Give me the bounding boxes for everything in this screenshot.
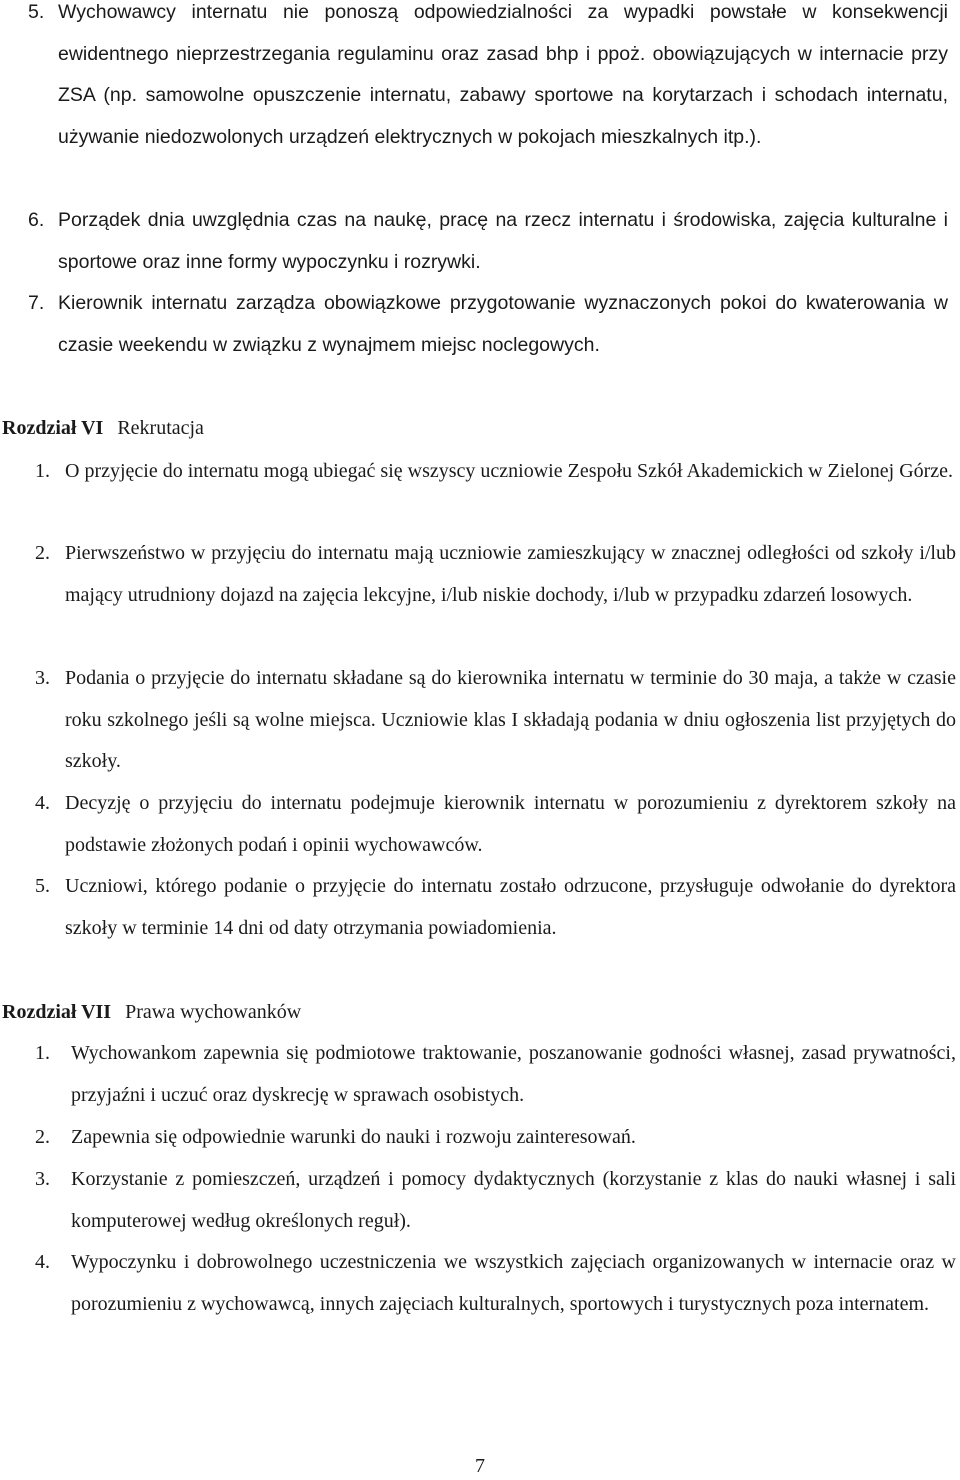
item-number: 5. bbox=[35, 875, 50, 897]
item-text: Podania o przyjęcie do internatu składane są do kierownika internatu w terminie do 30 maja, a także w czasie roku szkolnego jeśli są wolne miejsca. Uczniowie klas I składają podania w dniu ogłoszenia list przyjętych do szkoły. bbox=[65, 667, 956, 772]
item-text: Kierownik internatu zarządza obowiązkowe przygotowanie wyznaczonych pokoi do kwaterowania w czasie weekendu w związku z wynajmem miejsc noclegowych. bbox=[58, 292, 948, 356]
item-number: 6. bbox=[28, 209, 45, 231]
item-number: 1. bbox=[35, 460, 50, 482]
item-text: Uczniowi, którego podanie o przyjęcie do internatu zostało odrzucone, przysługuje odwołanie do dyrektora szkoły w terminie 14 dni od daty otrzymania powiadomienia. bbox=[65, 875, 956, 939]
item-text: Korzystanie z pomieszczeń, urządzeń i pomocy dydaktycznych (korzystanie z klas do nauki własnej i sali komputerowej według określonych reguł). bbox=[71, 1168, 956, 1232]
item-number: 4. bbox=[35, 1251, 50, 1273]
item-text: Decyzję o przyjęciu do internatu podejmuje kierownik internatu w porozumieniu z dyrektorem szkoły na podstawie złożonych podań i opinii wychowawców. bbox=[65, 792, 956, 856]
list-item bbox=[35, 866, 956, 949]
item-number: 4. bbox=[35, 792, 50, 814]
list-item bbox=[28, 200, 948, 283]
item-number: 3. bbox=[35, 1168, 50, 1190]
item-number: 2. bbox=[35, 1126, 50, 1148]
list-item bbox=[35, 658, 956, 783]
chapter-label: Rozdział VI bbox=[2, 417, 104, 439]
item-text: Zapewnia się odpowiednie warunki do nauki i rozwoju zainteresowań. bbox=[71, 1126, 636, 1148]
list-item bbox=[35, 1242, 956, 1325]
item-number: 3. bbox=[35, 667, 50, 689]
page-number: 7 bbox=[475, 1455, 485, 1477]
item-number: 2. bbox=[35, 542, 50, 564]
list-item bbox=[28, 283, 948, 366]
item-text: Pierwszeństwo w przyjęciu do internatu mają uczniowie zamieszkujący w znacznej odległości od szkoły i/lub mający utrudniony dojazd na zajęcia lekcyjne, i/lub niskie dochody, i/lub w przypadku zdarzeń losowych. bbox=[65, 542, 956, 606]
item-number: 5. bbox=[28, 1, 45, 23]
item-text: Wychowawcy internatu nie ponoszą odpowiedzialności za wypadki powstałe w konsekwencji ewidentnego nieprzestrzegania regulaminu oraz zasad bhp i ppoż. obowiązujących w internacie przy ZSA (np. samowolne opuszczenie internatu, zabawy sportowe na korytarzach i schodach internatu, używanie niedozwolonych urządzeń elektrycznych w pokojach mieszkalnych itp.). bbox=[58, 1, 948, 148]
item-text: O przyjęcie do internatu mogą ubiegać się wszyscy uczniowie Zespołu Szkół Akademickich w Zielonej Górze. bbox=[65, 460, 954, 482]
item-number: 7. bbox=[28, 292, 45, 314]
item-text: Wychowankom zapewnia się podmiotowe traktowanie, poszanowanie godności własnej, zasad prywatności, przyjaźni i uczuć oraz dyskrecję w sprawach osobistych. bbox=[71, 1042, 956, 1106]
chapter-title: Rekrutacja bbox=[117, 417, 204, 439]
chapter-label: Rozdział VII bbox=[2, 1001, 112, 1023]
item-text: Porządek dnia uwzględnia czas na naukę, pracę na rzecz internatu i środowiska, zajęcia kulturalne i sportowe oraz inne formy wypoczynku i rozrywki. bbox=[58, 209, 948, 273]
chapter-title: Prawa wychowanków bbox=[125, 1001, 302, 1023]
list-item bbox=[35, 1117, 956, 1159]
item-text: Wypoczynku i dobrowolnego uczestniczenia we wszystkich zajęciach organizowanych w internacie oraz w porozumieniu z wychowawcą, innych zajęciach kulturalnych, sportowych i turystycznych poza internatem. bbox=[71, 1251, 956, 1315]
list-item bbox=[35, 1159, 956, 1242]
chapter-heading bbox=[2, 413, 204, 443]
chapter-heading bbox=[2, 997, 301, 1027]
list-item bbox=[35, 451, 956, 493]
list-item bbox=[35, 1033, 956, 1116]
list-item bbox=[28, 0, 948, 158]
item-number: 1. bbox=[35, 1042, 50, 1064]
list-item bbox=[35, 783, 956, 866]
list-item bbox=[35, 533, 956, 616]
